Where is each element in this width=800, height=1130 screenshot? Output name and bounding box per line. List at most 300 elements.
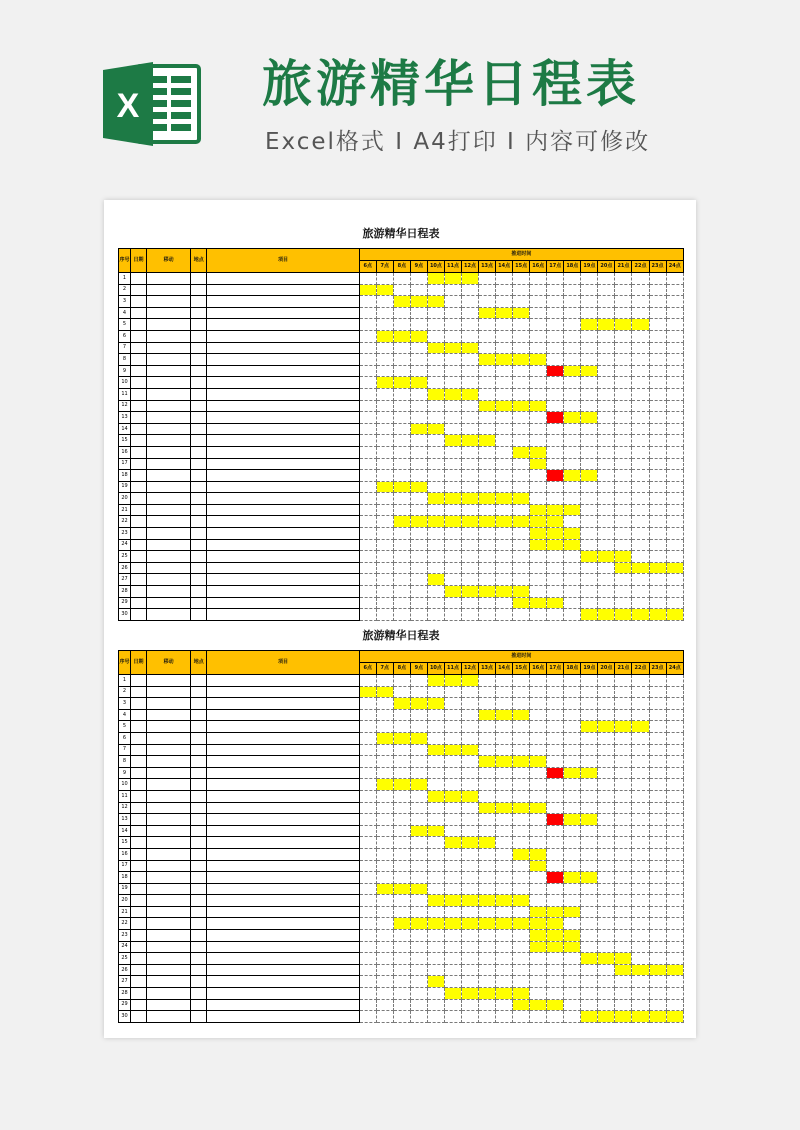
date-cell <box>131 481 147 493</box>
time-slot-cell <box>564 941 581 953</box>
time-slot-cell <box>564 273 581 285</box>
time-slot-cell <box>666 848 683 860</box>
time-slot-cell <box>479 586 496 598</box>
row-seq: 18 <box>119 470 131 482</box>
time-slot-cell <box>496 458 513 470</box>
time-slot-cell <box>598 458 615 470</box>
time-slot-cell <box>427 412 444 424</box>
time-slot-cell <box>598 675 615 687</box>
time-slot-cell <box>632 365 649 377</box>
move-cell <box>147 837 191 849</box>
time-slot-cell <box>462 446 479 458</box>
time-slot-cell <box>393 307 410 319</box>
time-slot-cell <box>530 388 547 400</box>
place-cell <box>191 756 207 768</box>
item-cell <box>207 976 359 988</box>
row-seq: 15 <box>119 435 131 447</box>
time-slot-cell <box>598 860 615 872</box>
time-slot-cell <box>581 732 598 744</box>
time-slot-cell <box>649 319 666 331</box>
time-slot-cell <box>479 539 496 551</box>
time-slot-cell <box>359 597 376 609</box>
time-slot-cell <box>444 528 461 540</box>
time-slot-cell <box>359 307 376 319</box>
time-slot-cell <box>632 732 649 744</box>
time-slot-cell <box>632 953 649 965</box>
time-slot-cell <box>479 400 496 412</box>
time-slot-cell <box>615 481 632 493</box>
time-slot-cell <box>444 319 461 331</box>
time-slot-cell <box>462 964 479 976</box>
move-cell <box>147 675 191 687</box>
time-slot-cell <box>530 307 547 319</box>
time-slot-cell <box>410 895 427 907</box>
time-slot-cell <box>359 446 376 458</box>
time-slot-cell <box>410 883 427 895</box>
time-slot-cell <box>530 516 547 528</box>
place-cell <box>191 516 207 528</box>
time-slot-cell <box>564 930 581 942</box>
move-cell <box>147 1011 191 1023</box>
time-slot-cell <box>393 837 410 849</box>
time-slot-cell <box>410 930 427 942</box>
time-slot-cell <box>427 930 444 942</box>
time-slot-cell <box>564 493 581 505</box>
time-slot-cell <box>496 848 513 860</box>
time-slot-cell <box>598 825 615 837</box>
time-slot-cell <box>598 597 615 609</box>
time-slot-cell <box>530 400 547 412</box>
time-slot-cell <box>649 756 666 768</box>
time-slot-cell <box>496 528 513 540</box>
date-cell <box>131 837 147 849</box>
time-slot-cell <box>598 551 615 563</box>
time-slot-cell <box>530 802 547 814</box>
time-slot-cell <box>376 551 393 563</box>
time-slot-cell <box>496 814 513 826</box>
time-slot-cell <box>547 732 564 744</box>
move-cell <box>147 698 191 710</box>
time-slot-cell <box>479 964 496 976</box>
row-seq: 15 <box>119 837 131 849</box>
time-slot-cell <box>410 999 427 1011</box>
time-slot-cell <box>410 953 427 965</box>
row-seq: 3 <box>119 698 131 710</box>
time-slot-cell <box>649 860 666 872</box>
row-seq: 25 <box>119 551 131 563</box>
time-slot-cell <box>530 354 547 366</box>
item-cell <box>207 872 359 884</box>
time-slot-cell <box>513 504 530 516</box>
item-cell <box>207 860 359 872</box>
col-header-move: 移动 <box>147 249 191 273</box>
time-slot-cell <box>632 470 649 482</box>
time-slot-cell <box>393 790 410 802</box>
time-slot-cell <box>496 790 513 802</box>
time-slot-cell <box>581 918 598 930</box>
schedule-table <box>118 650 684 1023</box>
time-slot-cell <box>530 493 547 505</box>
time-slot-cell <box>666 319 683 331</box>
time-slot-cell <box>513 976 530 988</box>
date-cell <box>131 516 147 528</box>
schedule-sheet <box>118 610 684 1023</box>
time-slot-cell <box>359 551 376 563</box>
time-slot-cell <box>444 825 461 837</box>
row-seq: 27 <box>119 976 131 988</box>
time-slot-cell <box>444 446 461 458</box>
time-slot-cell <box>632 964 649 976</box>
time-slot-cell <box>564 779 581 791</box>
time-slot-cell <box>427 365 444 377</box>
place-cell <box>191 779 207 791</box>
move-cell <box>147 330 191 342</box>
time-slot-cell <box>359 790 376 802</box>
time-slot-cell <box>427 446 444 458</box>
time-slot-cell <box>547 837 564 849</box>
row-seq: 9 <box>119 767 131 779</box>
table-row <box>119 906 684 918</box>
table-row <box>119 493 684 505</box>
row-seq: 14 <box>119 423 131 435</box>
place-cell <box>191 860 207 872</box>
time-slot-cell <box>581 883 598 895</box>
time-slot-cell <box>632 779 649 791</box>
time-slot-cell <box>359 273 376 285</box>
time-slot-cell <box>376 354 393 366</box>
time-slot-cell <box>462 435 479 447</box>
date-cell <box>131 342 147 354</box>
time-slot-cell <box>376 814 393 826</box>
time-slot-cell <box>666 906 683 918</box>
time-slot-cell <box>598 423 615 435</box>
time-slot-cell <box>427 562 444 574</box>
time-slot-cell <box>393 860 410 872</box>
time-slot-cell <box>427 504 444 516</box>
time-slot-cell <box>444 493 461 505</box>
row-seq: 9 <box>119 365 131 377</box>
row-seq: 29 <box>119 999 131 1011</box>
time-slot-cell <box>581 744 598 756</box>
time-slot-cell <box>666 953 683 965</box>
row-seq: 20 <box>119 493 131 505</box>
col-header-time-group: 推进时间 <box>359 651 683 663</box>
time-slot-cell <box>513 756 530 768</box>
time-slot-cell <box>359 988 376 1000</box>
time-slot-cell <box>615 744 632 756</box>
item-cell <box>207 342 359 354</box>
time-slot-cell <box>530 906 547 918</box>
time-slot-cell <box>393 953 410 965</box>
time-slot-cell <box>427 330 444 342</box>
time-slot-cell <box>615 319 632 331</box>
move-cell <box>147 686 191 698</box>
time-slot-cell <box>615 988 632 1000</box>
time-slot-cell <box>615 675 632 687</box>
date-cell <box>131 848 147 860</box>
time-slot-cell <box>444 342 461 354</box>
time-slot-cell <box>496 837 513 849</box>
time-slot-cell <box>479 574 496 586</box>
time-slot-cell <box>615 562 632 574</box>
time-slot-cell <box>427 906 444 918</box>
time-slot-cell <box>479 296 496 308</box>
date-cell <box>131 686 147 698</box>
move-cell <box>147 458 191 470</box>
time-slot-cell <box>444 539 461 551</box>
time-slot-cell <box>444 918 461 930</box>
time-slot-cell <box>444 458 461 470</box>
place-cell <box>191 284 207 296</box>
place-cell <box>191 307 207 319</box>
hour-header: 12点 <box>462 261 479 273</box>
time-slot-cell <box>359 930 376 942</box>
time-slot-cell <box>444 698 461 710</box>
time-slot-cell <box>359 481 376 493</box>
time-slot-cell <box>410 412 427 424</box>
time-slot-cell <box>393 388 410 400</box>
time-slot-cell <box>444 953 461 965</box>
time-slot-cell <box>376 988 393 1000</box>
time-slot-cell <box>410 388 427 400</box>
time-slot-cell <box>410 837 427 849</box>
time-slot-cell <box>376 539 393 551</box>
date-cell <box>131 756 147 768</box>
time-slot-cell <box>444 388 461 400</box>
time-slot-cell <box>427 296 444 308</box>
move-cell <box>147 976 191 988</box>
time-slot-cell <box>427 354 444 366</box>
time-slot-cell <box>564 330 581 342</box>
time-slot-cell <box>632 767 649 779</box>
row-seq: 19 <box>119 481 131 493</box>
time-slot-cell <box>496 435 513 447</box>
time-slot-cell <box>547 539 564 551</box>
time-slot-cell <box>598 872 615 884</box>
time-slot-cell <box>649 1011 666 1023</box>
time-slot-cell <box>598 848 615 860</box>
time-slot-cell <box>410 802 427 814</box>
time-slot-cell <box>649 848 666 860</box>
time-slot-cell <box>376 895 393 907</box>
time-slot-cell <box>359 779 376 791</box>
time-slot-cell <box>479 918 496 930</box>
place-cell <box>191 423 207 435</box>
item-cell <box>207 528 359 540</box>
row-seq: 2 <box>119 284 131 296</box>
time-slot-cell <box>530 953 547 965</box>
hour-header: 22点 <box>632 663 649 675</box>
date-cell <box>131 284 147 296</box>
col-header-seq: 序号 <box>119 249 131 273</box>
time-slot-cell <box>376 597 393 609</box>
time-slot-cell <box>615 377 632 389</box>
time-slot-cell <box>513 814 530 826</box>
place-cell <box>191 675 207 687</box>
time-slot-cell <box>393 918 410 930</box>
sheet-title: 旅游精华日程表 <box>362 629 440 642</box>
time-slot-cell <box>462 675 479 687</box>
time-slot-cell <box>376 458 393 470</box>
time-slot-cell <box>427 284 444 296</box>
time-slot-cell <box>530 790 547 802</box>
time-slot-cell <box>581 860 598 872</box>
time-slot-cell <box>564 675 581 687</box>
time-slot-cell <box>598 837 615 849</box>
time-slot-cell <box>359 435 376 447</box>
time-slot-cell <box>393 574 410 586</box>
row-seq: 11 <box>119 388 131 400</box>
date-cell <box>131 802 147 814</box>
time-slot-cell <box>649 814 666 826</box>
time-slot-cell <box>632 284 649 296</box>
time-slot-cell <box>393 698 410 710</box>
time-slot-cell <box>513 848 530 860</box>
table-row <box>119 883 684 895</box>
time-slot-cell <box>410 377 427 389</box>
hour-header: 7点 <box>376 261 393 273</box>
time-slot-cell <box>462 1011 479 1023</box>
table-row <box>119 825 684 837</box>
time-slot-cell <box>496 930 513 942</box>
time-slot-cell <box>427 953 444 965</box>
time-slot-cell <box>427 400 444 412</box>
time-slot-cell <box>393 675 410 687</box>
time-slot-cell <box>496 597 513 609</box>
time-slot-cell <box>666 539 683 551</box>
time-slot-cell <box>530 446 547 458</box>
move-cell <box>147 848 191 860</box>
time-slot-cell <box>530 895 547 907</box>
row-seq: 17 <box>119 458 131 470</box>
time-slot-cell <box>359 918 376 930</box>
place-cell <box>191 574 207 586</box>
time-slot-cell <box>666 860 683 872</box>
table-row <box>119 284 684 296</box>
hour-header: 13点 <box>479 261 496 273</box>
time-slot-cell <box>666 435 683 447</box>
time-slot-cell <box>427 999 444 1011</box>
table-row <box>119 470 684 482</box>
time-slot-cell <box>479 493 496 505</box>
table-row <box>119 562 684 574</box>
time-slot-cell <box>496 686 513 698</box>
time-slot-cell <box>359 388 376 400</box>
time-slot-cell <box>479 388 496 400</box>
place-cell <box>191 709 207 721</box>
time-slot-cell <box>513 597 530 609</box>
time-slot-cell <box>444 296 461 308</box>
row-seq: 16 <box>119 848 131 860</box>
row-seq: 26 <box>119 964 131 976</box>
date-cell <box>131 273 147 285</box>
time-slot-cell <box>649 779 666 791</box>
time-slot-cell <box>513 964 530 976</box>
date-cell <box>131 551 147 563</box>
table-row <box>119 698 684 710</box>
time-slot-cell <box>581 319 598 331</box>
time-slot-cell <box>359 848 376 860</box>
time-slot-cell <box>427 470 444 482</box>
time-slot-cell <box>376 284 393 296</box>
time-slot-cell <box>427 551 444 563</box>
time-slot-cell <box>496 709 513 721</box>
item-cell <box>207 698 359 710</box>
time-slot-cell <box>479 698 496 710</box>
time-slot-cell <box>632 698 649 710</box>
time-slot-cell <box>530 941 547 953</box>
time-slot-cell <box>615 284 632 296</box>
time-slot-cell <box>581 377 598 389</box>
time-slot-cell <box>547 470 564 482</box>
time-slot-cell <box>410 721 427 733</box>
time-slot-cell <box>632 906 649 918</box>
place-cell <box>191 365 207 377</box>
place-cell <box>191 930 207 942</box>
place-cell <box>191 790 207 802</box>
time-slot-cell <box>666 504 683 516</box>
time-slot-cell <box>632 435 649 447</box>
move-cell <box>147 709 191 721</box>
place-cell <box>191 446 207 458</box>
time-slot-cell <box>496 504 513 516</box>
time-slot-cell <box>427 756 444 768</box>
time-slot-cell <box>479 976 496 988</box>
time-slot-cell <box>513 895 530 907</box>
time-slot-cell <box>393 470 410 482</box>
item-cell <box>207 767 359 779</box>
time-slot-cell <box>649 964 666 976</box>
time-slot-cell <box>479 562 496 574</box>
time-slot-cell <box>615 586 632 598</box>
time-slot-cell <box>462 342 479 354</box>
time-slot-cell <box>581 284 598 296</box>
time-slot-cell <box>359 686 376 698</box>
time-slot-cell <box>598 470 615 482</box>
time-slot-cell <box>632 342 649 354</box>
table-row <box>119 732 684 744</box>
col-header-item: 项目 <box>207 249 359 273</box>
item-cell <box>207 848 359 860</box>
time-slot-cell <box>444 744 461 756</box>
time-slot-cell <box>427 597 444 609</box>
time-slot-cell <box>427 493 444 505</box>
date-cell <box>131 574 147 586</box>
time-slot-cell <box>376 883 393 895</box>
time-slot-cell <box>598 790 615 802</box>
date-cell <box>131 825 147 837</box>
date-cell <box>131 976 147 988</box>
time-slot-cell <box>547 284 564 296</box>
time-slot-cell <box>632 412 649 424</box>
time-slot-cell <box>649 307 666 319</box>
time-slot-cell <box>530 296 547 308</box>
row-seq: 25 <box>119 953 131 965</box>
time-slot-cell <box>530 837 547 849</box>
time-slot-cell <box>581 906 598 918</box>
move-cell <box>147 342 191 354</box>
row-seq: 5 <box>119 721 131 733</box>
time-slot-cell <box>649 802 666 814</box>
time-slot-cell <box>513 779 530 791</box>
time-slot-cell <box>462 756 479 768</box>
time-slot-cell <box>581 1011 598 1023</box>
time-slot-cell <box>359 721 376 733</box>
time-slot-cell <box>393 446 410 458</box>
time-slot-cell <box>632 586 649 598</box>
table-row <box>119 744 684 756</box>
place-cell <box>191 848 207 860</box>
